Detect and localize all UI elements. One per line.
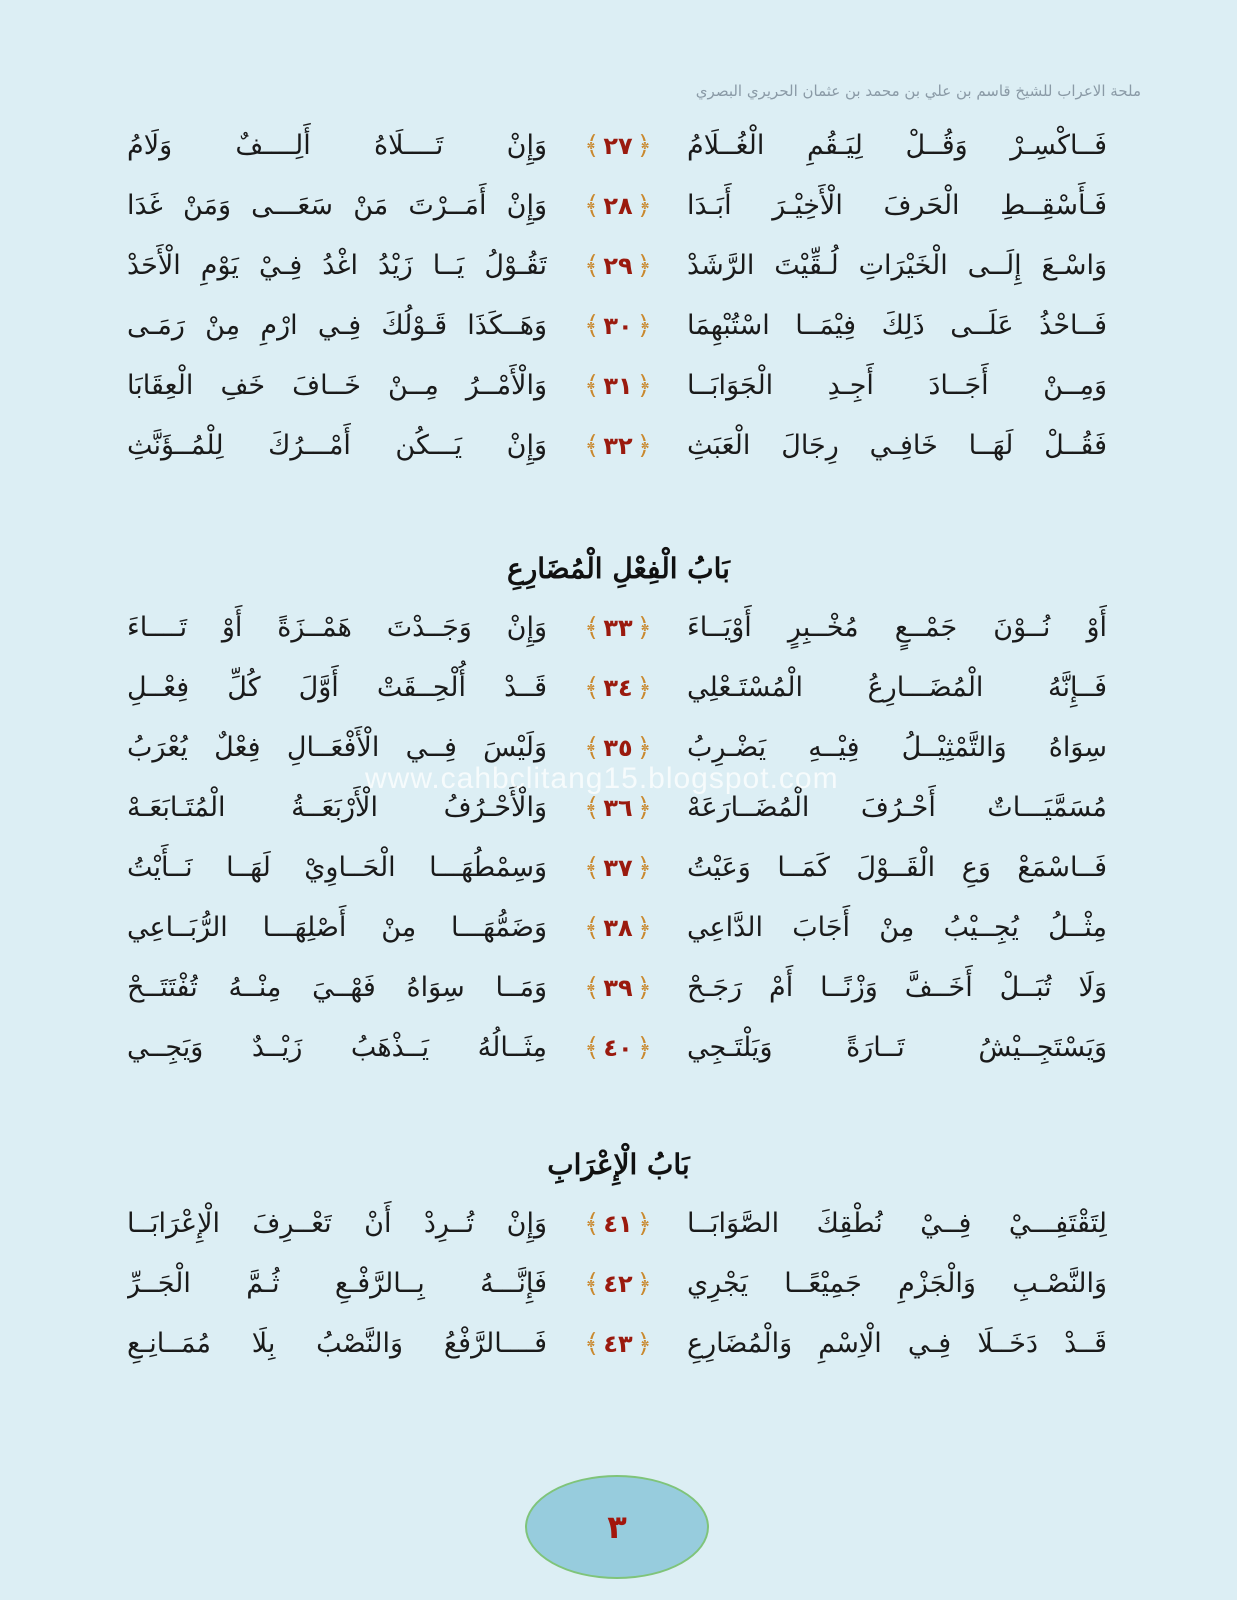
verse-number-value: ٤٢ (603, 1270, 633, 1298)
ornament-icon: ﴾ (584, 733, 600, 763)
ornament-icon: ﴾ (584, 853, 600, 883)
verse-first-hemistich: فَــــالرَّفْعُ وَالنَّصْبُ بِلَا مُمَــانِـعِ (127, 1328, 547, 1359)
verse-row (0, 958, 1237, 1018)
verse-second-hemistich: فَــاسْمَعْ وَعِ الْقَــوْلَ كَمَــا وَعَيْتُ (687, 852, 1107, 883)
ornament-icon: ﴾ (584, 913, 600, 943)
page-number-badge (525, 1475, 709, 1579)
ornament-icon: ﴿ (636, 1033, 652, 1063)
verse-number-value: ٣٩ (603, 974, 633, 1002)
ornament-icon: ﴿ (636, 431, 652, 461)
verse-first-hemistich: وَالْأَمْــرُ مِــنْ خَــافَ خَفِ الْعِقَابَا (127, 370, 547, 401)
verse-number-value: ٣٢ (603, 432, 633, 460)
verse-second-hemistich: فَــإِنَّهُ الْمُضَـــارِعُ الْمُسْتَـعْلِي (687, 672, 1107, 703)
verse-second-hemistich: وَالنَّصْـبِ وَالْجَزْمِ جَمِيْعًــا يَجْرِي (687, 1268, 1107, 1299)
verse-number-value: ٣٠ (603, 312, 633, 340)
verse-row (0, 838, 1237, 898)
verse-first-hemistich: وَإِنْ تَــــلَاهُ أَلِــــفٌ وَلَامُ (127, 130, 547, 161)
verse-second-hemistich: وَمِــنْ أَجَــادَ أَجِـدِ الْجَوَابَــا (687, 370, 1107, 401)
verse-second-hemistich: وَلَا تُبَــلْ أَخَــفَّ وَزْنًــا أَمْ رَجَـحْ (687, 972, 1107, 1003)
ornament-icon: ﴾ (584, 251, 600, 281)
verse-row (0, 1018, 1237, 1078)
verse-first-hemistich: وَالْأَحْـرُفُ الْأَرْبَعَــةُ الْمُتَـابَعَـهْ (127, 792, 547, 823)
ornament-icon: ﴿ (636, 733, 652, 763)
verse-number (582, 606, 654, 650)
ornament-icon: ﴾ (584, 1209, 600, 1239)
verse-first-hemistich: قَــدْ أُلْحِــقَتْ أَوَّلَ كُلِّ فِعْــلِ (127, 672, 547, 703)
verse-row (0, 1194, 1237, 1254)
verse-row (0, 898, 1237, 958)
ornament-icon: ﴾ (584, 371, 600, 401)
ornament-icon: ﴿ (636, 973, 652, 1003)
verse-first-hemistich: وَهَــكَذَا قَـوْلُكَ فِـي ارْمِ مِنْ رَمَـى (127, 310, 547, 341)
verse-row (0, 1314, 1237, 1374)
verse-number-value: ٣٨ (603, 914, 633, 942)
ornament-icon: ﴿ (636, 311, 652, 341)
verse-second-hemistich: مُسَمَّيَـــاتٌ أَحْـرُفَ الْمُضَــارَعَهْ (687, 792, 1107, 823)
verse-first-hemistich: وَإِنْ أَمَــرْتَ مَنْ سَعَـــى وَمَنْ غَدَا (127, 190, 547, 221)
verse-number-value: ٤٣ (603, 1330, 633, 1358)
ornament-icon: ﴾ (584, 1269, 600, 1299)
verse-number (582, 1262, 654, 1306)
ornament-icon: ﴾ (584, 1329, 600, 1359)
verse-row (0, 598, 1237, 658)
ornament-icon: ﴾ (584, 613, 600, 643)
verse-number-value: ٢٧ (603, 132, 633, 160)
ornament-icon: ﴾ (584, 311, 600, 341)
verse-second-hemistich: قَــدْ دَخَــلَا فِـي الْاِسْمِ وَالْمُضَارِعِ (687, 1328, 1107, 1359)
verse-row (0, 176, 1237, 236)
verse-number-value: ٣٣ (603, 614, 633, 642)
verse-first-hemistich: فَإِنَّـــهُ بِــالرَّفْـعِ ثُـمَّ الْجَــرِّ (127, 1268, 547, 1299)
verse-row (0, 416, 1237, 476)
ornament-icon: ﴿ (636, 131, 652, 161)
ornament-icon: ﴿ (636, 191, 652, 221)
chapter-heading-mudari: بَابُ الْفِعْلِ الْمُضَارِعِ (507, 552, 730, 585)
verse-row (0, 236, 1237, 296)
verse-row (0, 1254, 1237, 1314)
verse-first-hemistich: وَلَيْسَ فِــي الْأَفْعَــالِ فِعْلٌ يُعْرَبُ (127, 732, 547, 763)
verse-number-value: ٣٦ (603, 794, 633, 822)
ornament-icon: ﴿ (636, 613, 652, 643)
verse-row (0, 296, 1237, 356)
ornament-icon: ﴾ (584, 431, 600, 461)
verse-first-hemistich: تَقُـوْلُ يَــا زَيْدُ اغْدُ فِـيْ يَوْمِ الْأَحَدْ (127, 250, 547, 281)
verse-second-hemistich: فَــاحْذُ عَلَــى ذَلِكَ فِيْمَــا اسْتُبْهِمَا (687, 310, 1107, 341)
verse-number (582, 966, 654, 1010)
ornament-icon: ﴿ (636, 793, 652, 823)
chapter-heading-irab: بَابُ الْإِعْرَابِ (547, 1148, 690, 1181)
verse-first-hemistich: مِثَــالُهُ يَــذْهَبُ زَيْــدٌ وَيَجِــي (127, 1032, 547, 1063)
verse-number (582, 304, 654, 348)
ornament-icon: ﴾ (584, 793, 600, 823)
ornament-icon: ﴿ (636, 371, 652, 401)
verse-number (582, 666, 654, 710)
verse-second-hemistich: وَيَسْتَجِــيْشُ تَــارَةً وَيَلْتَـجِي (687, 1032, 1107, 1063)
verse-number-value: ٤٠ (603, 1034, 633, 1062)
verse-number-value: ٣٤ (603, 674, 633, 702)
page-number: ٣ (607, 1508, 627, 1546)
verse-number (582, 846, 654, 890)
verse-number (582, 364, 654, 408)
verse-number-value: ٣٧ (603, 854, 633, 882)
verse-second-hemistich: فَـأَسْقِــطِ الْحَرفَ الْأَخِيْـرَ أَبَـدَا (687, 190, 1107, 221)
verse-number-value: ٣١ (603, 372, 633, 400)
verse-number (582, 906, 654, 950)
verse-second-hemistich: وَاسْـعَ إِلَــى الْخَيْرَاتِ لُـقِّيْتَ الرَّشَدْ (687, 250, 1107, 281)
verse-first-hemistich: وَإِنْ يَـــكُن أَمْـــرُكَ لِلْمُــؤَنَّثِ (127, 430, 547, 461)
ornament-icon: ﴿ (636, 853, 652, 883)
ornament-icon: ﴿ (636, 1269, 652, 1299)
ornament-icon: ﴿ (636, 1209, 652, 1239)
verse-row (0, 356, 1237, 416)
verse-number-value: ٢٨ (603, 192, 633, 220)
ornament-icon: ﴿ (636, 251, 652, 281)
verse-second-hemistich: أَوْ نُــوْنَ جَمْــعٍ مُخْــبِرٍ أَوْيَــاءَ (687, 612, 1107, 643)
verse-number-value: ٢٩ (603, 252, 633, 280)
verse-number (582, 184, 654, 228)
watermark: www.cahbclitang15.blogspot.com (365, 762, 839, 795)
verse-second-hemistich: مِثْــلُ يُجِــيْبُ مِنْ أَجَابَ الدَّاعِي (687, 912, 1107, 943)
verse-row (0, 116, 1237, 176)
book-title-header: ملحة الاعراب للشيخ قاسم بن علي بن محمد بن عثمان الحريري البصري (695, 82, 1141, 100)
verse-second-hemistich: فَــاكْسِـرْ وَقُــلْ لِيَـقُمِ الْغُــلَامُ (687, 130, 1107, 161)
ornament-icon: ﴾ (584, 191, 600, 221)
verse-first-hemistich: وَمَــا سِوَاهُ فَهْــيَ مِنْــهُ تُفْتَتَــحْ (127, 972, 547, 1003)
verse-first-hemistich: وَسِمْطُهَـــا الْحَــاوِيْ لَهَــا نَــأَيْتُ (127, 852, 547, 883)
verse-number (582, 1202, 654, 1246)
verse-number-value: ٤١ (603, 1210, 633, 1238)
verse-number (582, 1322, 654, 1366)
verse-first-hemistich: وَإِنْ وَجَــدْتَ هَمْــزَةً أَوْ تَــــاءَ (127, 612, 547, 643)
ornament-icon: ﴾ (584, 1033, 600, 1063)
ornament-icon: ﴿ (636, 913, 652, 943)
ornament-icon: ﴾ (584, 673, 600, 703)
verse-second-hemistich: فَقُــلْ لَهَــا خَافِـي رِجَالَ الْعَبَثِ (687, 430, 1107, 461)
verse-number (582, 424, 654, 468)
verse-second-hemistich: لِتَقْتَفِـــيْ فِــيْ نُطْقِكَ الصَّوَابَــا (687, 1208, 1107, 1239)
verse-first-hemistich: وَضَمُّهَـــا مِنْ أَصْلِهَـــا الرُّبَــاعِي (127, 912, 547, 943)
verse-number-value: ٣٥ (603, 734, 633, 762)
ornament-icon: ﴿ (636, 673, 652, 703)
verse-number (582, 1026, 654, 1070)
verse-row (0, 658, 1237, 718)
verse-second-hemistich: سِوَاهُ وَالتَّمْثِيْــلُ فِيْــهِ يَضْـرِبُ (687, 732, 1107, 763)
verse-number (582, 124, 654, 168)
verse-number (582, 244, 654, 288)
ornament-icon: ﴿ (636, 1329, 652, 1359)
ornament-icon: ﴾ (584, 973, 600, 1003)
verse-first-hemistich: وَإِنْ تُــرِدْ أَنْ تَعْــرِفَ الْإِعْرَابَــا (127, 1208, 547, 1239)
ornament-icon: ﴾ (584, 131, 600, 161)
